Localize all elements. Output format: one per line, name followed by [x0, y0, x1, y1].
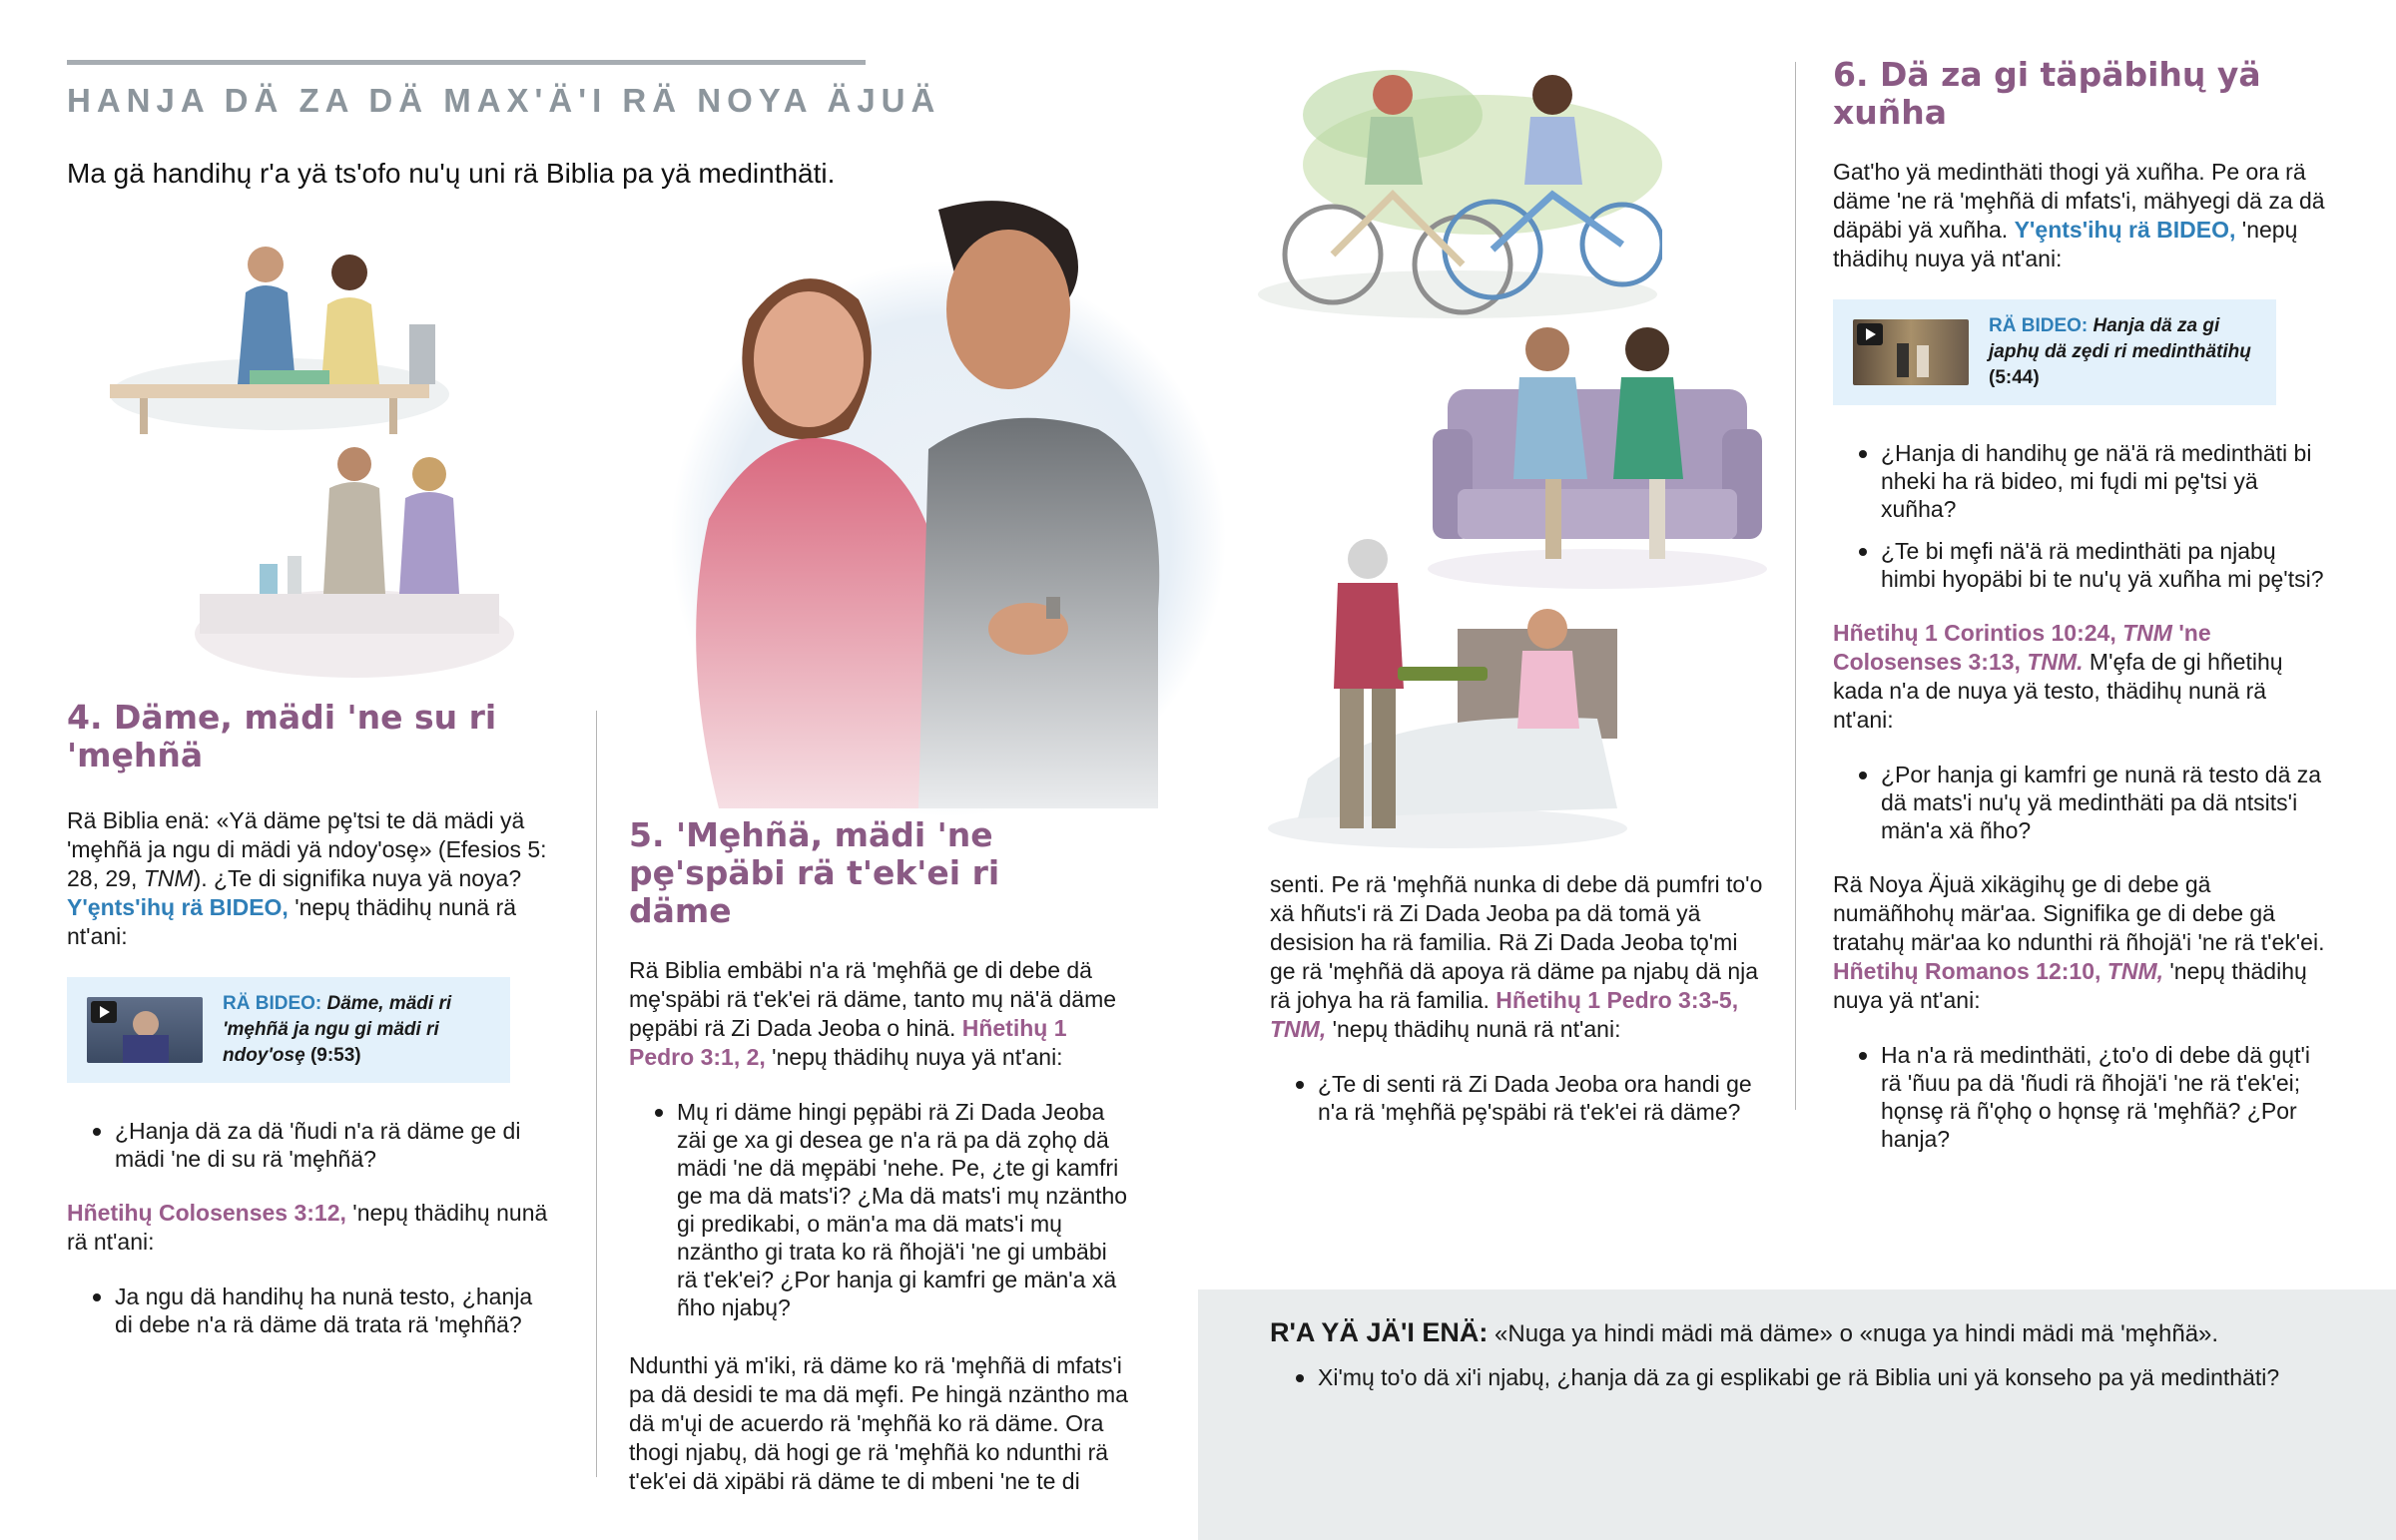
section-4-questions-1	[67, 1117, 556, 1173]
section-6-questions-3	[1833, 1041, 2332, 1153]
section-6-paragraph-1: Gat'ho yä medinthäti thogi yä xuñha. Pe ora rä däme 'ne rä 'mȩhñä di mfats'i, mähyegi dä za dä däpäbi yä xuñha. Y'ȩnts'ihų rä BIDEO, 'nepų thädihų nuya yä nt'ani:	[1833, 159, 2325, 271]
section-5-questions-2	[1270, 1070, 1769, 1126]
study-couple-illustration	[100, 245, 459, 434]
section-4-title: 4. Däme, mädi 'ne su ri 'mȩhñä	[67, 698, 497, 774]
someone-says-statement: R'A YÄ JÄ'I ENÄ: «Nuga ya hindi mädi mä däme» o «nuga ya hindi mädi mä 'mȩhñä».	[1270, 1317, 2219, 1347]
question-item: ¿Hanja dä za dä 'ñudi n'a rä däme ge di mädi 'ne di su rä 'mȩhñä?	[67, 1117, 556, 1173]
caring-for-sick-spouse-illustration	[1268, 539, 1627, 848]
question-item: ¿Hanja di handihų ge nä'ä rä medinthäti bi nheki ha rä bideo, mi fųdi mi pȩ'tsi yä xuñha?	[1833, 439, 2332, 523]
section-4	[67, 699, 556, 1364]
section-5-title: 5. 'Mȩhñä, mädi 'ne pȩ'späbi rä t'ek'ei ri däme	[629, 815, 1000, 930]
question-item: Ja ngu dä handihų ha nunä testo, ¿hanja di debe n'a rä däme dä trata rä 'mȩhñä?	[67, 1283, 556, 1338]
section-5	[629, 816, 1128, 1522]
question-item: Ha n'a rä medinthäti, ¿to'o di debe dä gųt'i rä 'ñuu pa dä 'ñudi rä ñhojä'i 'ne rä t'ek'ei; hǫnsȩ rä ñ'ǫhǫ o hǫnsȩ rä 'mȩhñä? ¿Por hanja?	[1833, 1041, 2332, 1153]
couple-cycling-illustration	[1253, 55, 1662, 324]
section-6-title: 6. Dä za gi täpäbihų yä xuñha	[1833, 55, 2261, 132]
section-4-reading: Hñetihų Colosenses 3:12, 'nepų thädihų nunä rä nt'ani:	[67, 1200, 548, 1255]
video-link[interactable]: Y'ȩnts'ihų rä BIDEO,	[67, 894, 289, 920]
section-6-questions-2	[1833, 761, 2332, 844]
header-rule	[67, 60, 866, 65]
page-intro: Ma gä handihų r'a yä ts'ofo nu'ų uni rä Biblia pa yä medinthäti.	[67, 158, 836, 189]
question-item: ¿Te bi mȩfi nä'ä rä medinthäti pa njabų himbi hyopäbi bi te nu'ų yä xuñha mi pȩ'tsi?	[1833, 537, 2332, 593]
section-6	[1833, 56, 2332, 1179]
question-item: Xi'mų to'o dä xi'i njabų, ¿hanja dä za gi esplikabi ge rä Biblia uni yä konseho pa yä medinthäti?	[1270, 1363, 2368, 1391]
question-item: ¿Por hanja gi kamfri ge nunä rä testo dä za dä mats'i nu'ų yä medinthäti pa dä ntsits'i män'a xä ñho?	[1833, 761, 2332, 844]
section-6-reading: Hñetihų 1 Corintios 10:24, TNM 'ne Colosenses 3:13, TNM. M'ȩfa de gi hñetihų kada n'a de nuya yä testo, thädihų nunä rä nt'ani:	[1833, 620, 2283, 733]
couple-kitchen-illustration	[190, 444, 519, 679]
section-5-paragraph-2: Ndunthi yä m'iki, rä däme ko rä 'mȩhñä di mfats'i pa dä desidi te ma dä mȩfi. Pe hingä nzäntho ma dä m'ųi de acuerdo rä 'mȩhñä ko rä däme. Ora thogi njabų, dä hogi ge rä 'mȩhñä ko ndunthi rä t'ek'ei dä xipäbi rä däme te di mbeni 'ne te di	[629, 1352, 1128, 1494]
play-icon[interactable]	[91, 1001, 117, 1023]
scripture-link[interactable]: Hñetihų Colosenses 3:12,	[67, 1200, 346, 1226]
video-caption: RÄ BIDEO: Däme, mädi ri 'mȩhñä ja ngu gi mädi ri ndoy'osȩ (9:53)	[223, 993, 452, 1066]
play-icon[interactable]	[1857, 323, 1883, 345]
question-item: Mų ri däme hingi pȩpäbi rä Zi Dada Jeoba zäi ge xa gi desea ge n'a rä pa dä zǫhǫ dä mädi 'ne dä mȩpäbi 'nehe. Pe, ¿te gi kamfri ge ma dä mats'i? ¿Ma dä mats'i mų nzäntho gi predikabi, o män'a ma dä mats'i mų nzäntho gi trata ko rä ñhojä'i 'ne gi umbäbi rä t'ek'ei? ¿Por hanja gi kamfri ge män'a xä ñho njabų?	[629, 1098, 1128, 1321]
video-thumbnail[interactable]	[1853, 319, 1969, 385]
scripture-link[interactable]: Hñetihų Romanos 12:10, TNM,	[1833, 958, 2163, 984]
question-item: ¿Te di senti rä Zi Dada Jeoba ora handi ge n'a rä 'mȩhñä pȩ'späbi rä t'ek'ei rä däme?	[1270, 1070, 1769, 1126]
section-6-questions-1	[1833, 439, 2332, 593]
video-link[interactable]: Y'ȩnts'ihų rä BIDEO,	[2014, 217, 2236, 243]
video-box-1[interactable]	[67, 977, 510, 1083]
section-4-questions-2	[67, 1283, 556, 1338]
column-divider-3	[1795, 62, 1796, 1110]
column-divider-1	[596, 711, 597, 1477]
section-5-questions-1	[629, 1098, 1128, 1321]
someone-says-questions	[1270, 1363, 2368, 1405]
section-5-paragraph-3: senti. Pe rä 'mȩhñä nunka di debe dä pumfri to'o xä hñuts'i rä Zi Dada Jeoba pa dä tomä yä desision ha rä familia. Rä Zi Dada Jeoba tǫ'mi ge rä 'mȩhñä dä apoya rä däme pa njabų dä nja rä johya ha rä familia. Hñetihų 1 Pedro 3:3-5, TNM, 'nepų thädihų nunä rä nt'ani:	[1270, 871, 1763, 1042]
section-4-paragraph: Rä Biblia enä: «Yä däme pȩ'tsi te dä mädi yä 'mȩhñä ja ngu di mädi yä ndoy'osȩ» (Efesios 5: 28, 29, TNM). ¿Te di signifika nuya yä noya? Y'ȩnts'ihų rä BIDEO, 'nepų thädihų nunä rä nt'ani:	[67, 807, 547, 949]
couple-holding-hands-illustration	[599, 190, 1238, 818]
scripture-link[interactable]: Hñetihų 1 Pedro 3:1, 2,	[629, 1015, 1067, 1070]
section-5-paragraph-1: Rä Biblia embäbi n'a rä 'mȩhñä ge di debe dä mȩ'späbi rä t'ek'ei rä däme, tanto mų nä'ä däme pȩpäbi rä Zi Dada Jeoba o hinä. Hñetihų 1 Pedro 3:1, 2, 'nepų thädihų nuya yä nt'ani:	[629, 957, 1117, 1070]
someone-says-box	[1198, 1289, 2396, 1540]
video-thumbnail[interactable]	[87, 997, 203, 1063]
scripture-link[interactable]: Hñetihų 1 Pedro 3:3-5, TNM,	[1270, 987, 1739, 1042]
section-5-continued	[1270, 870, 1769, 1152]
video-caption: RÄ BIDEO: Hanja dä za gi japhų dä zȩdi ri medinthätihų (5:44)	[1989, 315, 2251, 388]
scripture-link[interactable]: Hñetihų 1 Corintios 10:24, TNM 'ne Colosenses 3:13, TNM.	[1833, 620, 2211, 675]
section-6-paragraph-2: Rä Noya Äjuä xikägihų ge di debe gä numäñhohų mär'aa. Signifika ge di debe gä tratahų mär'aa ko ndunthi rä ñhojä'i 'ne rä t'ek'ei. Hñetihų Romanos 12:10, TNM, 'nepų thädihų nuya yä nt'ani:	[1833, 871, 2325, 1013]
page-kicker: HANJA DÄ ZA DÄ MAX'Ä'I RÄ NOYA ÄJUÄ	[67, 82, 941, 119]
video-box-2[interactable]	[1833, 299, 2276, 405]
someone-says-label: R'A YÄ JÄ'I ENÄ:	[1270, 1317, 1489, 1347]
